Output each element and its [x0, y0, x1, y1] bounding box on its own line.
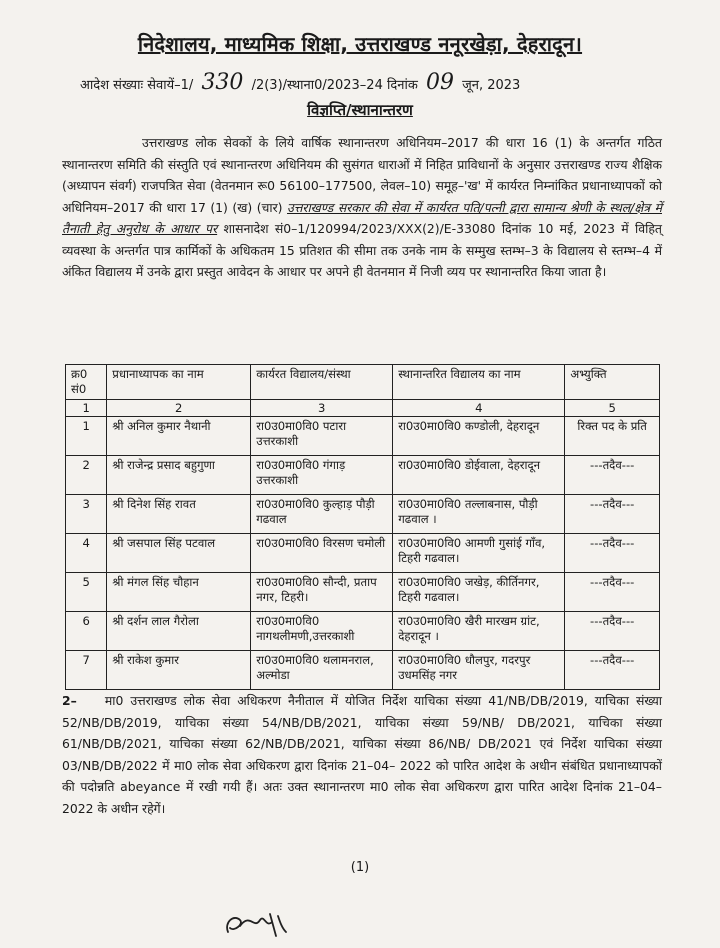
header-remarks: अभ्युक्ति	[565, 365, 660, 400]
table-row	[66, 417, 660, 456]
cell-transfer-school: रा0उ0मा0वि0 धौलपुर, गदरपुर उधमसिंह नगर	[393, 651, 565, 690]
col-number: 5	[565, 400, 660, 417]
cell-current-school: रा0उ0मा0वि0 नागथलीमणी,उत्तरकाशी	[251, 612, 393, 651]
cell-name: श्री दिनेश सिंह रावत	[107, 495, 251, 534]
col-number: 2	[107, 400, 251, 417]
cell-serial: 4	[66, 534, 107, 573]
cell-transfer-school: रा0उ0मा0वि0 खैरी मारखम ग्रांट, देहरादून ।	[393, 612, 565, 651]
subject-heading: विज्ञप्ति/स्थानान्तरण	[307, 101, 413, 119]
col-number: 4	[393, 400, 565, 417]
order-mid: /2(3)/स्थाना0/2023–24 दिनांक	[251, 78, 418, 93]
cell-remarks: रिक्त पद के प्रति	[565, 417, 660, 456]
cell-current-school: रा0उ0मा0वि0 गंगाड़ उत्तरकाशी	[251, 456, 393, 495]
cell-serial: 7	[66, 651, 107, 690]
handwritten-signature-icon	[220, 902, 290, 946]
cell-transfer-school: रा0उ0मा0वि0 कण्डोली, देहरादून	[393, 417, 565, 456]
page-number: (1)	[350, 860, 370, 875]
paragraph-2-text: मा0 उत्तराखण्ड लोक सेवा अधिकरण नैनीताल में योजित निर्देश याचिका संख्या 41/NB/DB/2019, याचिका संख्या 52/NB/DB/2019, याचिका संख्या 54/NB/DB/2021, याचिका संख्या 59/NB/ DB/2021, याचिका संख्या 61/NB/DB/2021, याचिका संख्या 62/NB/DB/2021, याचिका संख्या 86/NB/ DB/2021 एवं निर्देश याचिका संख्या 03/NB/DB/2022 में मा0 लोक सेवा अधिकरण द्वारा दिनांक 21–04– 2022 को पारित आदेश के अधीन संबंधित प्रधानाध्यापकों की पदोन्नति abeyance में रखी गयी हैं। अतः उक्त स्थानान्तरण मा0 लोक सेवा अधिकरण द्वारा पारित आदेश दिनांक 21–04–2022 के अधीन रहेगें।	[62, 693, 662, 816]
table-row	[66, 495, 660, 534]
paragraph-1	[62, 132, 662, 283]
cell-current-school: रा0उ0मा0वि0 पटारा उत्तरकाशी	[251, 417, 393, 456]
cell-remarks: ---तदैव---	[565, 534, 660, 573]
cell-serial: 3	[66, 495, 107, 534]
cell-remarks: ---तदैव---	[565, 495, 660, 534]
cell-serial: 1	[66, 417, 107, 456]
header-transfer-school: स्थानान्तरित विद्यालय का नाम	[393, 365, 565, 400]
cell-serial: 2	[66, 456, 107, 495]
table-row	[66, 456, 660, 495]
cell-serial: 5	[66, 573, 107, 612]
cell-transfer-school: रा0उ0मा0वि0 डोईवाला, देहरादून	[393, 456, 565, 495]
paragraph-2	[62, 690, 662, 819]
cell-name: श्री अनिल कुमार नैथानी	[107, 417, 251, 456]
header-serial: क्र0 सं0	[66, 365, 107, 400]
column-number-row	[66, 400, 660, 417]
col-number: 3	[251, 400, 393, 417]
cell-remarks: ---तदैव---	[565, 651, 660, 690]
cell-name: श्री राकेश कुमार	[107, 651, 251, 690]
cell-name: श्री मंगल सिंह चौहान	[107, 573, 251, 612]
cell-remarks: ---तदैव---	[565, 573, 660, 612]
header-name: प्रधानाध्यापक का नाम	[107, 365, 251, 400]
order-suffix: जून, 2023	[462, 78, 521, 93]
paragraph-1-text-end: शासनादेश सं0–1/120994/2023/XXX(2)/E-33080 दिनांक 10 मई, 2023 में विहित् व्यवस्था के अन्तर्गत पात्र कार्मिकों के अधिकतम 15 प्रतिशत की सीमा तक उनके नाम के सम्मुख स्तम्भ–3 के विद्यालय से स्तम्भ–4 में अंकित विद्यालय में उनके द्वारा प्रस्तुत आवेदन के आधार पर अपने ही वेतनमान में निजी व्यय पर स्थानान्तरित किया जाता है।	[62, 221, 662, 279]
cell-current-school: रा0उ0मा0वि0 थलामनराल, अल्मोडा	[251, 651, 393, 690]
order-line	[80, 70, 520, 95]
order-prefix: आदेश संख्याः सेवायें–1/	[80, 78, 194, 93]
table-row	[66, 612, 660, 651]
cell-remarks: ---तदैव---	[565, 456, 660, 495]
cell-name: श्री राजेन्द्र प्रसाद बहुगुणा	[107, 456, 251, 495]
table-header-row	[66, 365, 660, 400]
paragraph-1-text: उत्तराखण्ड लोक सेवकों के लिये वार्षिक स्थानान्तरण अधिनियम–2017 की धारा 16 (1) के अन्तर्गत गठित स्थानान्तरण समिति की संस्तुति एवं स्थानान्तरण अधिनियम की सुसंगत धाराओं में निहित प्राविधानों के अनुसार उत्तराखण्ड राज्य शैक्षिक (अध्यापन संवर्ग) राजपत्रित सेवा (वेतनमान रू0 56100–177500, लेवल–10) समूह–'ख' में कार्यरत निम्नांकित प्रधानाध्यापकों को अधिनियम–2017 की धारा 17 (1) (ख) (चार)	[62, 135, 662, 215]
cell-name: श्री जसपाल सिंह पटवाल	[107, 534, 251, 573]
cell-current-school: रा0उ0मा0वि0 सौन्दी, प्रताप नगर, टिहरी।	[251, 573, 393, 612]
cell-remarks: ---तदैव---	[565, 612, 660, 651]
document-title: निदेशालय, माध्यमिक शिक्षा, उत्तराखण्ड ननूरखेड़ा, देहरादून।	[137, 32, 583, 56]
paragraph-2-number: 2–	[62, 693, 77, 708]
header-current-school: कार्यरत विद्यालय/संस्था	[251, 365, 393, 400]
cell-transfer-school: रा0उ0मा0वि0 जखेड़, कीर्तिनगर, टिहरी गढवाल।	[393, 573, 565, 612]
transfer-table	[65, 364, 660, 690]
table-row	[66, 651, 660, 690]
cell-current-school: रा0उ0मा0वि0 कुल्हाड़ पौड़ी गढवाल	[251, 495, 393, 534]
cell-name: श्री दर्शन लाल गैरोला	[107, 612, 251, 651]
order-day: 09	[425, 70, 454, 95]
cell-transfer-school: रा0उ0मा0वि0 आमणी गुसांई गाँव, टिहरी गढवाल।	[393, 534, 565, 573]
cell-current-school: रा0उ0मा0वि0 विरसण चमोली	[251, 534, 393, 573]
paragraph-1-underlined: उत्तराखण्ड सरकार की सेवा में कार्यरत पति/पत्नी द्वारा सामान्य श्रेणी के स्थल/क्षेत्र में तैनाती हेतु अनुरोध के आधार पर	[62, 199, 662, 236]
order-number: 330	[201, 70, 244, 95]
cell-serial: 6	[66, 612, 107, 651]
cell-transfer-school: रा0उ0मा0वि0 तल्लाबनास, पौड़ी गढवाल ।	[393, 495, 565, 534]
table-row	[66, 534, 660, 573]
col-number: 1	[66, 400, 107, 417]
table-row	[66, 573, 660, 612]
